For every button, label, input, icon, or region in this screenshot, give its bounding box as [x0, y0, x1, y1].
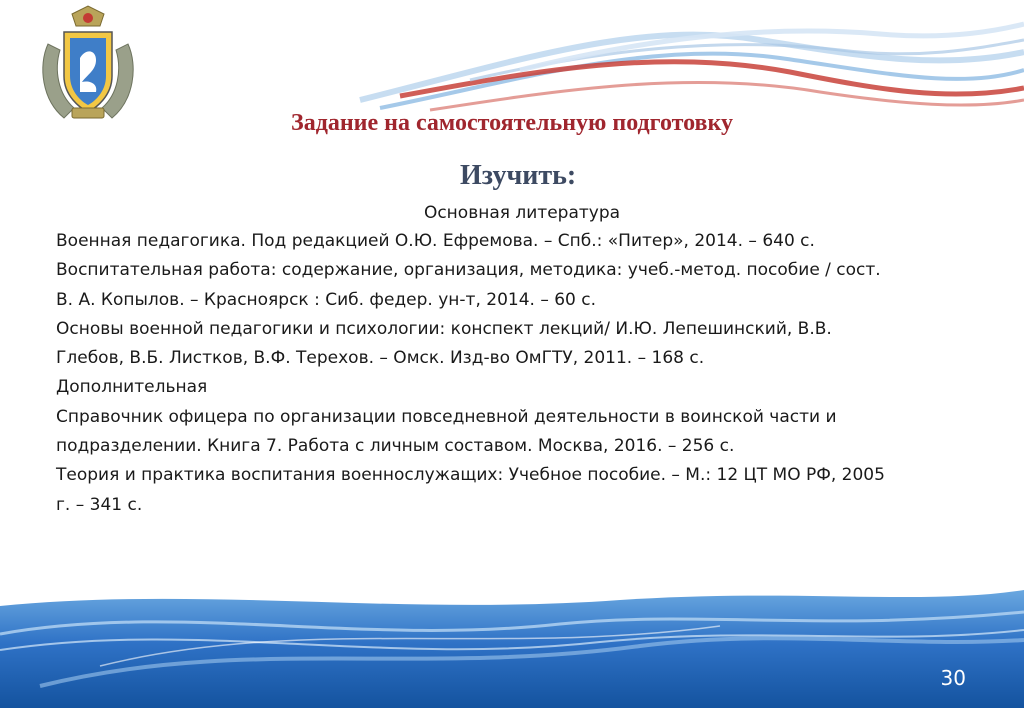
literature-line: Справочник офицера по организации повседневной деятельности в воинской части и [56, 406, 837, 427]
literature-line: Теория и практика воспитания военнослужащих: Учебное пособие. – М.: 12 ЦТ МО РФ, 2005 [56, 465, 885, 486]
page-number: 30 [940, 666, 966, 690]
emblem-icon [34, 4, 142, 126]
literature-line: Воспитательная работа: содержание, организация, методика: учеб.-метод. пособие / сост. [56, 260, 881, 281]
literature-line: г. – 341 с. [56, 494, 143, 515]
bottom-band-decoration [0, 576, 1024, 708]
slide-subtitle: Изучить: [460, 160, 577, 191]
slide-title: Задание на самостоятельную подготовку [291, 110, 733, 136]
additional-literature-heading: Дополнительная [56, 377, 208, 398]
literature-line: В. А. Копылов. – Красноярск : Сиб. федер. ун-т, 2014. – 60 с. [56, 289, 597, 310]
literature-list [56, 227, 1006, 520]
main-literature-heading: Основная литература [423, 203, 621, 223]
literature-line: Основы военной педагогики и психологии: конспект лекций/ И.Ю. Лепешинский, В.В. [56, 318, 832, 339]
literature-line: Глебов, В.Б. Листков, В.Ф. Терехов. – Омск. Изд-во ОмГТУ, 2011. – 168 с. [56, 348, 705, 369]
literature-line: Военная педагогика. Под редакцией О.Ю. Ефремова. – Спб.: «Питер», 2014. – 640 с. [56, 231, 815, 251]
literature-line: подразделении. Книга 7. Работа с личным составом. Москва, 2016. – 256 с. [56, 436, 735, 457]
